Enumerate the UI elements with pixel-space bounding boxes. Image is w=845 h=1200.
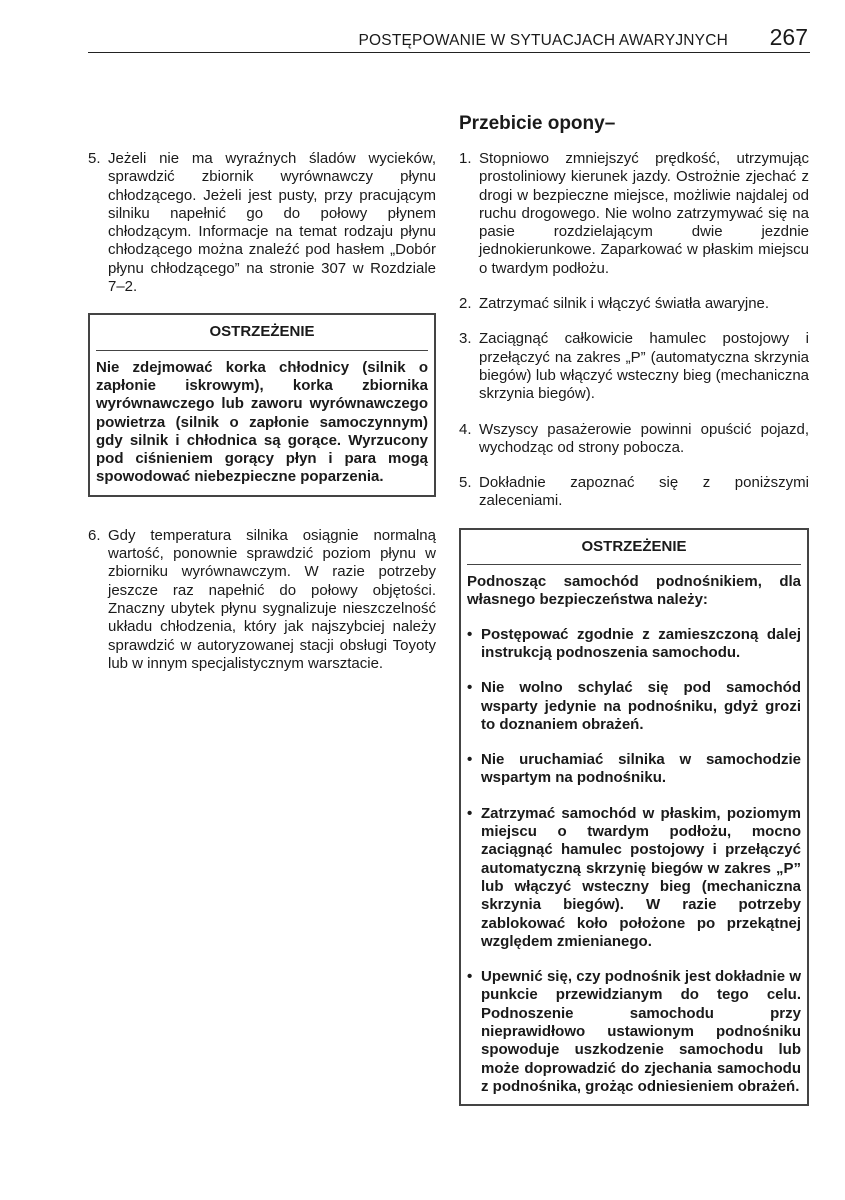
bullet-text: Nie wolno schylać się pod samochód wsparty jedynie na podnośniku, gdyż grozi to doznaniem obrażeń. (481, 679, 801, 733)
warning-box-jack (459, 528, 809, 1106)
left-column (88, 150, 436, 690)
item-number: 1. (459, 150, 472, 167)
item-number: 5. (459, 474, 472, 492)
warning-bullet (467, 626, 801, 663)
item-text: Stopniowo zmniejszyć prędkość, utrzymując prostoliniowy kierunek jazdy. Ostrożnie zjechać z drogi w bezpieczne miejsce, możliwie najdalej od ruchu drogowego. Nie wolno zatrzymywać się na pasie rozdzielającym dwie jezdnie jednokierunkowe. Zaparkować w płaskim miejscu o twardym podłożu. (479, 150, 809, 277)
item-number: 2. (459, 295, 472, 313)
warning-bullet (467, 805, 801, 951)
warning-text: Nie zdejmować korka chłodnicy (silnik o zapłonie iskrowym), korka zbiornika wyrównawczego lub zaworu wyrównawczego powietrza (silnik o zapłonie samoczynnym) gdy silnik i chłodnica są gorące. Wyrzucony pod ciśnieniem gorący płyn i para mogą spowodować niebezpieczne poparzenia. (96, 358, 428, 486)
bullet-text: Nie uruchamiać silnika w samochodzie wspartym na podnośniku. (481, 751, 801, 787)
page-header (88, 26, 810, 53)
bullet-text: Upewnić się, czy podnośnik jest dokładnie w punkcie przewidzianym do tego celu. Podnoszenie samochodu przy nieprawidłowo ustawionym podnośniku spowoduje uszkodzenie samochodu lub może doprowadzić do zjechania samochodu z podnośnika, grożąc odniesieniem obrażeń. (481, 968, 801, 1095)
bullet-icon: • (467, 625, 473, 643)
item-text: Zatrzymać silnik i włączyć światła awaryjne. (479, 295, 770, 313)
warning-box-coolant (88, 313, 436, 496)
list-item (459, 474, 809, 511)
item-text: Jeżeli nie ma wyraźnych śladów wycieków, sprawdzić zbiornik wyrównawczy płynu chłodzącego. Jeżeli jest pusty, przy pracującym silniku napełnić go do połowy płynem chłodzącym. Informacje na temat rodzaju płynu chłodzącego można znaleźć pod hasłem „Dobór płynu chłodzącego” na stronie 307 w Rozdziale 7–2. (108, 150, 436, 296)
warning-title: OSTRZEŻENIE (467, 534, 801, 565)
bullet-icon: • (467, 804, 473, 822)
item-number: 4. (459, 420, 472, 438)
section-title: Przebicie opony– (459, 113, 616, 134)
bullet-icon: • (467, 968, 473, 986)
list-item (459, 421, 809, 458)
item-number: 5. (88, 150, 101, 167)
chapter-title: POSTĘPOWANIE W SYTUACJACH AWARYJNYCH (358, 32, 728, 49)
item-number: 3. (459, 330, 472, 348)
bullet-text: Postępować zgodnie z zamieszczoną dalej instrukcją podnoszenia samochodu. (481, 625, 801, 661)
item-number: 6. (88, 526, 101, 544)
item-text: Gdy temperatura silnika osiągnie normalną wartość, ponownie sprawdzić poziom płynu w zbiorniku wyrównawczym. W razie potrzeby jeszcze raz napełnić do połowy objętości. Znaczny ubytek płynu sygnalizuje nieszczelność układu chłodzenia, który jak najszybciej należy sprawdzić w autoryzowanej stacji obsługi Toyoty lub w innym specjalistycznym warsztacie. (108, 526, 436, 672)
list-item (88, 150, 436, 296)
item-text: Dokładnie zapoznać się z poniższymi zaleceniami. (479, 474, 809, 510)
right-column (459, 112, 809, 1136)
list-item (459, 330, 809, 403)
list-item (88, 527, 436, 673)
bullet-icon: • (467, 751, 473, 769)
warning-title: OSTRZEŻENIE (96, 319, 428, 350)
list-item (459, 295, 809, 313)
warning-bullet (467, 751, 801, 788)
warning-bullet (467, 679, 801, 734)
page-number: 267 (769, 24, 808, 50)
bullet-text: Zatrzymać samochód w płaskim, poziomym miejscu o twardym podłożu, mocno zaciągnąć hamulec postojowy i przełączyć automatyczną skrzynię biegów w zakres „P” lub włączyć wsteczny bieg (mechaniczna skrzynia biegów). W razie potrzeby zablokować koło położone po przekątnej względem zmienianego. (481, 804, 801, 950)
item-text: Wszyscy pasażerowie powinni opuścić pojazd, wychodząc od strony pobocza. (479, 420, 809, 456)
bullet-icon: • (467, 679, 473, 697)
item-text: Zaciągnąć całkowicie hamulec postojowy i przełączyć na zakres „P” (automatyczna skrzynia biegów) lub włączyć wsteczny bieg (mechaniczna skrzynia biegów). (479, 330, 809, 403)
list-item (459, 150, 809, 278)
warning-intro: Podnosząc samochód podnośnikiem, dla własnego bezpieczeństwa należy: (467, 573, 801, 609)
warning-bullet (467, 968, 801, 1096)
